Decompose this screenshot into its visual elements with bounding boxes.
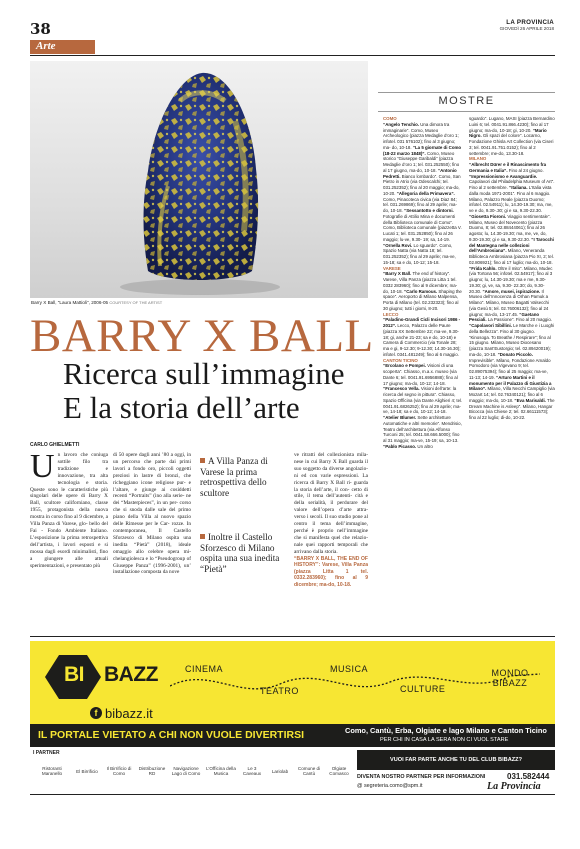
pullquote-1-text: A Villa Panza di Varese la prima retrospettiva dello scultore xyxy=(200,456,268,498)
header-rule xyxy=(30,55,555,56)
bibazz-logo-part-1: BI xyxy=(64,663,84,686)
pullquote-1 xyxy=(200,456,290,498)
ad-category-cinema: CINEMA xyxy=(185,664,224,674)
contact-email-text: segreteria.como@spm.it xyxy=(363,783,423,789)
square-bullet-icon xyxy=(200,458,205,463)
ad-top-rule xyxy=(30,636,555,637)
contact-phone[interactable]: 031.582444 xyxy=(507,772,550,781)
issue-date: GIOVEDÌ 26 APRILE 2018 xyxy=(499,26,554,31)
pullquote-2-text: Inoltre il Castello Sforzesco di Milano ospita una sua inedita “Pietà” xyxy=(200,532,280,574)
partner-logo: Olgiate Comasco xyxy=(329,766,349,776)
mostre-heading: MOSTRE xyxy=(438,95,495,107)
article-column-3-text: ve ritratti del collezionista mila- nese in cui Barry X Ball guarda il suo soggetto da diverse angolazio- ni ed con varie espressioni. La ricerca di Barry X Ball ri- guarda la storia dell’arte, il con- cetto di stile, il tema dell’autenti- cità e della serialità, il perdurare del valore dell’opera d’arte attra- verso i secoli. Il suo studio pone al centro il tema dell’immagine, perché è proprio nell’immagine che si manifesta quel che relazio- nale quei rapporti temporali che arrivano dalla storia. xyxy=(294,452,368,555)
contact-email[interactable]: @ segreteria.como@spm.it xyxy=(357,783,423,789)
caption-text: Barry X Ball, "Laura Mattioli", 2006-05 xyxy=(31,300,109,305)
ad-category-mondo: MONDO BIBAZZ xyxy=(491,668,529,688)
article-column-1 xyxy=(30,452,108,634)
newspaper-name: LA PROVINCIA xyxy=(506,19,554,26)
article-kicker: BARRY X BALL xyxy=(30,310,374,362)
pullquote-2 xyxy=(200,532,290,574)
ad-slogan: IL PORTALE VIETATO A CHI NON VUOLE DIVERTIRSI xyxy=(38,729,305,741)
partner-logo: Le 3 Caveaux xyxy=(242,766,262,776)
ad-category-musica: MUSICA xyxy=(330,664,369,674)
article-column-2: di 50 opere dagli anni ’80 a oggi, in un percorso che parte dai primi lavori a fondo oro, piccoli oggetti preziosi in lastre di bronzi, che richeggiano icone religiose pur- e l’altare, e giunge ai cosiddetti recenti “Portraits” (ino alla serie- ne dei “Masterpieces”, in un per- corso che si snoda dalle sale del primo piano della Villa al nuovo spazio delle Rimesse per le Car- rozze. In contemporanea, Il Castello Sforzesco di Milano ospita una inedita “Pietà” (2018), ideale omaggio allo celebre opera mi- chelangiolesca e lo “Pseudogroup of Giuseppe Panza” (1996-2001), un’ installazione composta da nove xyxy=(113,452,191,576)
bibazz-logo-part-2: BAZZ xyxy=(104,663,158,686)
caption-credit: COURTESY OF THE ARTIST xyxy=(109,300,163,305)
article-title-line-2: E la storia dell’arte xyxy=(63,390,300,425)
ad-category-teatro: TEATRO xyxy=(260,686,299,696)
sponsor-newspaper-logo: La Provincia xyxy=(487,781,541,792)
partner-logo: Distribuzione RD xyxy=(138,766,166,776)
mostre-rule xyxy=(378,111,555,112)
ad-category-culture: CULTURE xyxy=(400,684,446,694)
article-title-line-1: Ricerca sull’immagine xyxy=(63,356,345,391)
partner-label: I PARTNER xyxy=(33,750,60,756)
drop-cap: U xyxy=(30,452,55,485)
partner-logo: Ristoranti Maranello xyxy=(41,766,63,776)
sculpture-head-image xyxy=(30,61,368,298)
partner-logo: Comune di Cantù xyxy=(297,766,321,776)
partner-logo: Il Birrificio di Como xyxy=(106,766,132,776)
ad-towns-subtitle: PER CHI IN CASA LA SERA NON CI VUOL STARE xyxy=(380,737,509,743)
facebook-icon: f xyxy=(90,707,102,719)
section-label: Arte xyxy=(36,39,56,52)
partner-cta: VUOI FAR PARTE ANCHE TU DEL CLUB BIBAZZ? xyxy=(357,750,555,770)
contact-line: DIVENTA NOSTRO PARTNER PER INFORMAZIONI xyxy=(357,774,486,780)
mostre-listings-column-2: sguardo”. Lugano, MASI (piazza Bernardino Luini 6; tel. 0041.91.866.4230); fino al 17 giugno; ma-do, 10-18; gi, 10-20. “Mario Nigro. Gli spazi del colore”. Locarno, Fondazione Ghisla Art Collection (via Ciseri 3; tel. 0041.91.751.0152); fino al 2 settembre; me-do, 13.30-18. MILANO “Albrecht Dürer e il Rinascimento fra Germania e Italia”. Fino al 24 giugno. “Impressionismo e Avanguardie. Capolavori dal Philadelphia Museum of Art”. Fino al 2 settembre. “Italiana. L’Italia vista dalla moda 1971-2001”. Fino al 6 maggio. Milano, Palazzo Reale (piazza Duomo; infotel. 02.54911); lu, 14.30-19.30; ma, me, ve e do, 9.30-.30; gi e sa, 9.30-22.30. “Giosetta Fioroni. Viaggio sentimentale”. Milano, Museo del Novecento (piazza Duomo, 8; tel. 02.88444061); fino al 26 agosto; lu, 14.30-19.30; ma, me, ve, do, 9.30-19.30; gi e sa, 9.30-22.30. “I Tarocchi del Mantegna nelle collezioni dell’Ambrosiana”. Milano, Veneranda Biblioteca Ambrosiana (piazza Pio XI, 2; tel. 02.806921); fino al 17 luglio; ma-do, 10-18. “Frida Kahlo. Oltre il mito”. Milano, Mudec (via Tortona 56; infotel. 02.54917); fino al 3 giugno; lu, 14.30-19.30; ma e me, 9.30-19.30; gi, ve, sa, 9.30- 22.30; do, 9.30-20.30. “Amore, musei, ispirazione. Il Museo dell’Innocenza di Orhan Pamuk a Milano”. Milano, Museo Bagatti Valsecchi (via Gesù 5; tel. 02.76006132); fino al 24 giugno; ma-do, 13-17.45. “Gaetano Pesciali. La Passione”. Fino al 20 maggio. “Capolavori Sibillini. Le Marche e i Luoghi della Bellezza”. Fino al 30 giugno. “Kinosoga. To Breathe / Respirare”; fino al 15 giugno. Milano, Museo Diocesano (piazza Sant’Eustorgio; tel. 02.89420019); ma-do, 10-18. “Donato Piccolo. Imprevisible”. Milano, Fondazione Amaldo Pomodoro (via Vigevano 9; tel. 02.89075394); fino al 25 maggio; ma-ve, 11-13; 14-19. “Arturo Martini e il monumento per il Palazzo di Giustizia a Milano”. Milano, Villa Necchi Campiglio (via Mozart 14; tel. 02.76340121); fino al 6 maggio; ma-do, 10-18. “Eva Marisaldi. The Dream Machine is Asleep”. Milano, Hangar Bicocca (via Chiese 2; tel. 02.66111573); fino al 22 luglio; di-do, 10-22. xyxy=(469,116,555,420)
article-column-1-text: n lavoro che coniuga sottile filo tra tradizione e innovazione, tra alta tecnologia e storia. Queste sono le caratteristiche più singolari delle opere di Barry X Ball, scultore californiano, classe 1955, protagonista della nuova mostra in corso fino al 9 dicembre, a Villa Panza di Varese, glo- bello del Fai - Fondo Ambiente Italiano. L’esposizione la prima retrospettiva dell’artista, i lavori esposti e si mossa dagli esordi minimalisti, fino a giungere alle attuali sperimentazioni, e presentato più xyxy=(30,452,108,569)
ad-website[interactable]: bibazz.it xyxy=(105,706,153,721)
exhibition-info: “BARRY X BALL, THE END OF HISTORY”: Varese, Villa Panza (piazza Litta 1 tel. 0332.283960); fino al 9 dicembre; ma-do, 10-18. xyxy=(294,555,368,588)
partner-logo: Lariolab xyxy=(271,768,289,774)
partner-logo: El Birrificio xyxy=(76,768,98,774)
footer-rule xyxy=(30,794,555,795)
mostre-listings-column-1: COMO “Angelo Tenchio. Una dimora tra immaginarie”. Como, Museo Archeologico (piazza Medaglie d’oro 1; infotel. 031 576102); fino al 3 giugno; ma- do, 10-18. “La 5 giornate di Como (18-22 marzo 1848)”. Como, Museo storico “Giuseppe Garibaldi” (piazza Medaglie d’oro 1; tel. 031.252550); fino al 17 giugno, ma-do, 10-18. “Antonio Pedretti. Bianco lombardo”. Como, San Pietro in Atrio (via Odescalchi; tel. 031.252352); fino al 20 maggio; ma-do, 10-20. “Allegoria della Primavera”. Como, Pinacoteca civica (via Diaz 84; tel. 031.269869); fino al 29 aprile; ma-do, 10-18. “Sessantotto e dintorni. Fotografie di Attilio Mina e documenti della Biblioteca comunale di Como”. Como, Biblioteca comunale (piazzetta V. Lucati 1; tel. 031.252850); fino al 26 maggio; lu-ve, 9.30- 19; sa, 14-19. “Ornella Rovi. Lo sguardo”. Como, Spazio Natta (via Natta 18; tel. 031.252352); fino al 29 aprile; ma-ve, 15-18; sa e do, 10-12; 15-18. VARESE “Barry X Ball. The end of history”. Varese, Villa Panza (piazza Litta 1 tel. 0332 283960); fino al 9 dicembre; ma-do, 10-18. “Carlo Ramous. Shaping the space”. Aeroporto di Milano Malpensa, Porta di Milano (tel. 02.232323); fino al 30 giugno; tutti i giorni, 8-20. LECCO “Paladino-Grandi Cicli Incisori 1986 - 2012”. Lecco, Palazzo delle Paure (piazza XX Settembre 22; ma-ve, 9.30-18; gi, anche 21-23; sa e do, 10-18) e Camera di Commercio (via Tonale 28; ma e gi, 9-12.30; 9-12.30; 14.30-16.30); infotel. 0341.481249); fino al 6 maggio. CANTON TICINO “Ercolano e Pompei. Visioni di una scoperta”. Chiasso, m.a.x. museo (via Dante 6; tel. 0041.91.6956888); fino al 17 giugno; ma-do, 10-12; 14-18. “Francesco Vella. Visioni dell’arte: la ricerca del segno in pittura”. Chiasso, Spazio Officina (via Dante Alighieri 4; tel. 0041.91.6826252); fino al 29 aprile; ma-ve, 14-18; sa e do, 10-12; 14-18. “Atelier Blumer. Sette architetture Automatiche e altri memorie”. Mendrisio, Teatro dell’architettura (via Alfonso Turconi 25; tel. 0041.58.666.5000); fino al 31 maggio; ma-ve, 15-19; sa, 10-13. “Pablo Picasso. Un altro xyxy=(383,116,463,449)
article-column-3 xyxy=(294,452,368,634)
mostre-top-rule xyxy=(378,92,555,93)
page-number: 38 xyxy=(30,20,51,38)
partner-logo: L’Officina della Musica xyxy=(206,766,236,776)
square-bullet-icon xyxy=(200,534,205,539)
photo-caption xyxy=(31,300,162,305)
partner-logo: Navigazione Lago di Como xyxy=(171,766,201,776)
sculpture-photo xyxy=(30,61,368,298)
byline: CARLO GHIELMETTI xyxy=(30,442,80,448)
ad-towns: Como, Cantù, Erba, Olgiate e lago Milano e Canton Ticino xyxy=(345,726,547,735)
